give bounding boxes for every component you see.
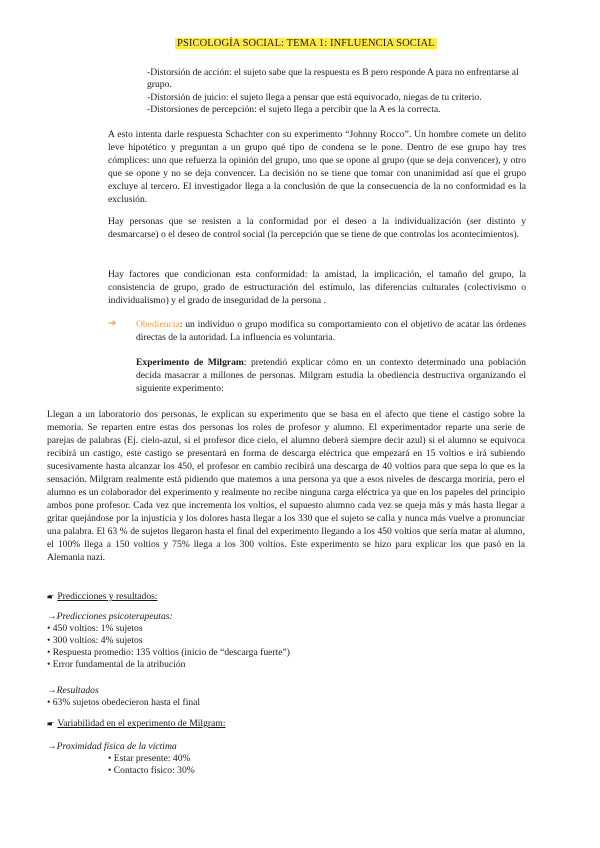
page-title: PSICOLOGÍA SOCIAL: TEMA 1: INFLUENCIA SOCIAL (177, 38, 435, 49)
paragraph-milgram (136, 356, 526, 395)
list-item: • 450 voltios: 1% sujetos (47, 623, 143, 634)
section-predicciones-heading (47, 591, 158, 603)
paragraph-factors: Hay factores que condicionan esta conformidad: la amistad, la implicación, el tamaño del grupo, la consistencia de grupo, grado de estructuración del estímulo, las diferencias culturales (colectivismo o individualismo) y el grado de inseguridad de la persona . (108, 269, 526, 306)
section-variabilidad-heading (47, 718, 225, 730)
list-item: • Contacto físico: 30% (108, 765, 195, 776)
obediencia-definition: : un individuo o grupo modifica su comportamiento con el objetivo de acatar las órdenes directas de la autoridad. La influencia es voluntaria. (136, 319, 526, 343)
section-predicciones-title: Predicciones y resultados: (57, 591, 158, 602)
list-item: • Error fundamental de la atribución (47, 659, 186, 670)
pointing-hand-icon: 🖝 (47, 591, 55, 602)
list-item: • 63% sujetos obedecieron hasta el final (47, 697, 201, 708)
predicciones-heading: →Predicciones psicoterapeutas: (47, 611, 173, 622)
arrow-right-icon: ➔ (108, 318, 117, 329)
paragraph-schachter: A esto intenta darle respuesta Schachter con su experimento “Johnny Rocco”. Un hombre comete un delito leve hipotético y preguntan a un grupo qué tipo de condena se le pone. Dentro de ese grupo hay tres cómplices: uno que refuerza la opinión del grupo, uno que se opone al grupo (que se deja convencer), y otro que se opone y no se deja convencer. La decisión no se tiene que tomar con unanimidad así que el grupo excluye al tercero. El investigador llega a la conclusión de que la consecuencia de la no conformidad es la exclusión. (108, 129, 526, 205)
milgram-term: Experimento de Milgram (136, 357, 244, 368)
pointing-hand-icon: 🖝 (47, 718, 55, 729)
paragraph-resistance: Hay personas que se resisten a la conformidad por el deseo a la individualización (ser distinto y desmarcarse) o el deseo de control social (la percepción que se tiene de que controlas los acontecimientos). (108, 216, 526, 240)
list-item: • 300 voltios: 4% sujetos (47, 635, 143, 646)
paragraph-obediencia (136, 318, 526, 344)
distortion-action: -Distorsión de acción: el sujeto sabe que la respuesta es B pero responde A para no enfrentarse al grupo. (147, 67, 519, 90)
resultados-heading: →Resultados (47, 685, 99, 696)
distortion-perception: -Distorsiones de percepción: el sujeto llega a percibir que la A es la correcta. (147, 104, 441, 115)
list-item: • Respuesta promedio: 135 voltios (inicio de “descarga fuerte”) (47, 647, 290, 658)
proximidad-heading: →Proximidad física de la víctima (47, 741, 177, 752)
section-variabilidad-title: Variabilidad en el experimento de Milgram: (57, 718, 226, 729)
paragraph-laboratory: Llegan a un laboratorio dos personas, le explican su experimento que se basa en el afecto que tiene el castigo sobre la memoria. Se reparten entre estas dos personas los roles de profesor y alumno. El experimentador reparte una serie de parejas de palabras (Ej. cielo-azul, si el profesor dice cielo, el alumno deberá siempre decir azul) si el alumno se equivoca recibirá un castigo, este castigo se presentará en forma de descarga eléctrica que empezará en 15 voltios e irá subiendo sucesivamente hasta alcanzar los 450, el profesor en cambio recibirá una descarga de 40 voltios para que sepa lo que es la sensación. Milgram realmente está pidiendo que matemos a una persona ya que a esos niveles de descarga moriría, pero el alumno es un colaborador del experimento y realmente no recibe ninguna carga eléctrica ya que en los papeles del principio ambos pone profesor. Cada vez que incrementa los voltios, el supuesto alumno cada vez se queja más y más hasta llegar a gritar quejándose por la injusticia y los dolores hasta llegar a los 330 que el sujeto se calla y nunca más vuelve a pronunciar una palabra. El 63 % de sujetos llegaron hasta el final del experimento llegando a los 450 voltios que sería matar al alumno, el 100% llega a 150 voltios y 75% llega a los 300 voltios. Este experimento se hizo para explicar los que pasó en la Alemania nazi. (47, 409, 525, 563)
list-item: • Estar presente: 40% (108, 753, 191, 764)
milgram-definition: : pretendió explicar cómo en un contexto determinado una población decida masacrar a millones de personas. Milgram estudia la obediencia destructiva organizando el siguiente experimento: (136, 357, 526, 394)
distortion-judgment: -Distorsión de juicio: el sujeto llega a pensar que está equivocado, niegas de tu criterio. (147, 92, 482, 103)
obediencia-term: Obediencia (136, 319, 180, 330)
